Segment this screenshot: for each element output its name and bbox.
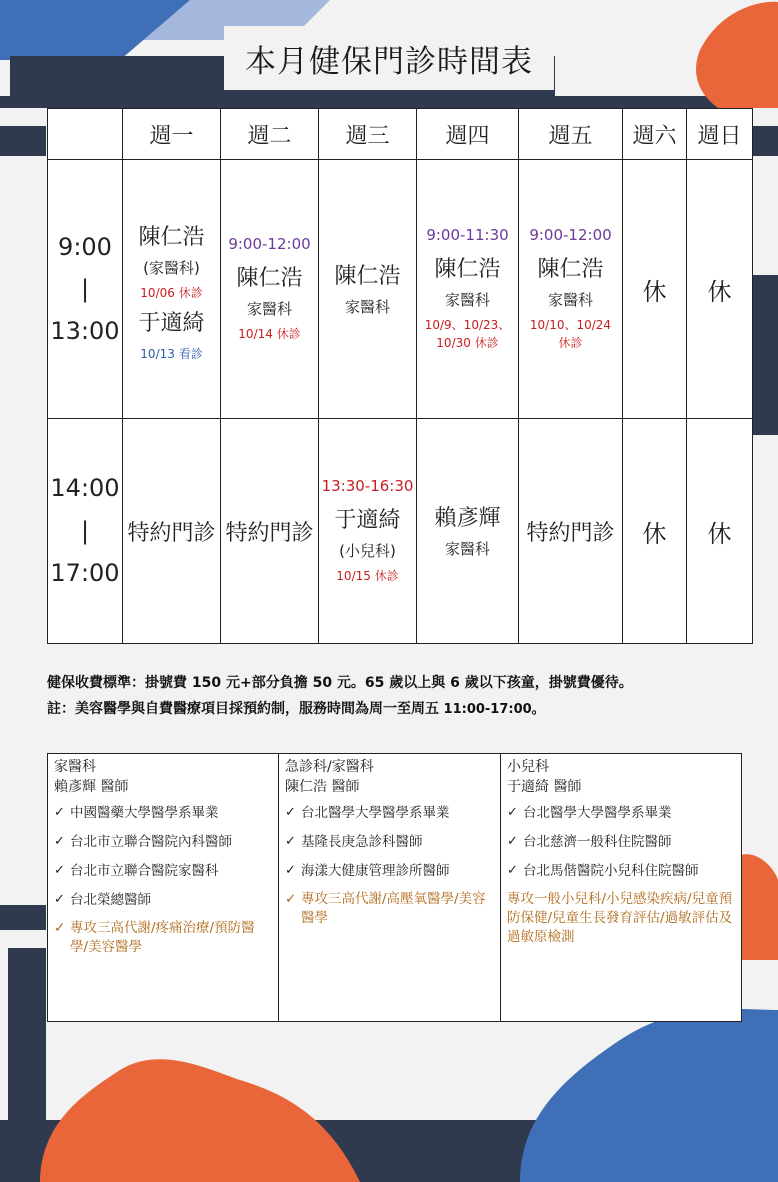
- hours-label: 13:30-16:30: [321, 477, 414, 496]
- check-icon: ✓: [54, 920, 66, 936]
- doctor-profile-3: [501, 754, 742, 1022]
- afternoon-row: [48, 419, 753, 644]
- fee-note-line2: [47, 696, 767, 723]
- credential-item: ✓ 台北醫學大學醫學系畢業: [507, 805, 672, 821]
- fee-notes: [47, 670, 767, 723]
- profile-doctor-name: 于適綺 醫師: [507, 779, 582, 795]
- closure-note-line1: 10/10、10/24: [529, 318, 612, 333]
- check-icon: ✓: [285, 891, 297, 907]
- afternoon-time-end: 17:00: [50, 559, 120, 588]
- closure-note-line1: 10/9、10/23、: [424, 318, 511, 333]
- day-header-thu: 週四: [417, 109, 519, 160]
- check-icon: ✓: [507, 834, 518, 849]
- specialty-item: ✓ 專攻三高代謝/疼痛治療/預防醫學/美容醫學: [54, 920, 255, 955]
- fee-note-line2-text: 註：美容醫學與自費醫療項目採預約制，服務時間為周一至周五: [47, 701, 439, 717]
- afternoon-sun-cell: 休: [687, 419, 753, 644]
- profile-dept: 家醫科: [54, 759, 96, 775]
- doctor-name: 于適綺: [334, 508, 401, 534]
- credential-item: ✓ 台北醫學大學醫學系畢業: [285, 805, 450, 821]
- credential-item: ✓ 海漾大健康管理診所醫師: [285, 863, 450, 879]
- dept-label: 家醫科: [246, 300, 292, 319]
- check-icon: ✓: [507, 863, 518, 878]
- check-icon: ✓: [285, 863, 296, 878]
- day-header-mon: 週一: [123, 109, 221, 160]
- doctor-name: 賴彥輝: [434, 506, 501, 532]
- credential-item: ✓ 台北市立聯合醫院家醫科: [54, 863, 219, 879]
- afternoon-sat-cell: 休: [623, 419, 687, 644]
- dept-label: 家醫科: [444, 291, 490, 310]
- day-header-wed: 週三: [319, 109, 417, 160]
- afternoon-mon-cell: 特約門診: [123, 419, 221, 644]
- fee-note-line1: 健保收費標準：掛號費 150 元+部分負擔 50 元。65 歲以上與 6 歲以下孩童，掛號費優待。: [47, 675, 633, 691]
- afternoon-time-start: 14:00: [50, 474, 120, 503]
- dept-label: (小兒科): [339, 542, 396, 561]
- day-header-fri: 週五: [519, 109, 623, 160]
- check-icon: ✓: [507, 805, 518, 820]
- morning-wed-cell: [319, 160, 417, 419]
- day-header-sat: 週六: [623, 109, 687, 160]
- doctor-profile-2: [279, 754, 501, 1022]
- check-icon: ✓: [54, 805, 65, 820]
- doctor-profile-1: [48, 754, 279, 1022]
- doctor-name: 陳仁浩: [434, 257, 501, 283]
- specialty-item: ✓ 專攻三高代謝/高壓氧醫學/美容醫學: [285, 891, 486, 926]
- credential-item: ✓ 基隆長庚急診科醫師: [285, 834, 423, 850]
- doctor-name: 陳仁浩: [334, 264, 401, 290]
- profile-doctor-name: 陳仁浩 醫師: [285, 779, 360, 795]
- closure-note: 10/06 休診: [140, 286, 203, 301]
- afternoon-wed-cell: [319, 419, 417, 644]
- doctor-profiles-table: [47, 753, 742, 1022]
- dept-label: (家醫科): [143, 259, 200, 278]
- credential-item: ✓ 台北市立聯合醫院內科醫師: [54, 834, 232, 850]
- doctor-name: 于適綺: [138, 311, 205, 337]
- morning-row: [48, 160, 753, 419]
- doctor-name: 陳仁浩: [236, 266, 303, 292]
- morning-mon-cell: [123, 160, 221, 419]
- header-row: [48, 109, 753, 160]
- profile-doctor-name: 賴彥輝 醫師: [54, 779, 129, 795]
- check-icon: ✓: [285, 805, 296, 820]
- hours-label: 9:00-12:00: [228, 235, 311, 254]
- dept-label: 家醫科: [444, 540, 490, 559]
- check-icon: ✓: [54, 892, 65, 907]
- doctor-name: 陳仁浩: [537, 257, 604, 283]
- credential-item: ✓ 台北馬偕醫院小兒科住院醫師: [507, 863, 699, 879]
- morning-sat-cell: 休: [623, 160, 687, 419]
- closure-note-line2: 10/30 休診: [436, 336, 499, 351]
- day-header-sun: 週日: [687, 109, 753, 160]
- check-icon: ✓: [54, 863, 65, 878]
- morning-fri-cell: [519, 160, 623, 419]
- morning-time-end: 13:00: [50, 317, 120, 346]
- specialty-item: 專攻一般小兒科/小兒感染疾病/兒童預防保健/兒童生長發育評估/過敏評估及過敏原檢測: [507, 891, 733, 945]
- page-title: 本月健保門診時間表: [224, 26, 554, 90]
- afternoon-time-cell: [48, 419, 123, 644]
- morning-thu-cell: [417, 160, 519, 419]
- hours-label: 9:00-12:00: [529, 226, 612, 245]
- check-icon: ✓: [54, 834, 65, 849]
- morning-time-sep: |: [80, 274, 90, 303]
- credential-item: ✓ 台北榮總醫師: [54, 892, 151, 908]
- afternoon-thu-cell: [417, 419, 519, 644]
- afternoon-fri-cell: 特約門診: [519, 419, 623, 644]
- corner-cell: [48, 109, 123, 160]
- credential-item: ✓ 中國醫藥大學醫學系畢業: [54, 805, 219, 821]
- afternoon-tue-cell: 特約門診: [221, 419, 319, 644]
- afternoon-time-sep: |: [80, 516, 90, 545]
- morning-time-start: 9:00: [58, 232, 112, 261]
- dept-label: 家醫科: [344, 298, 390, 317]
- visit-note: 10/13 看診: [140, 347, 203, 362]
- morning-sun-cell: 休: [687, 160, 753, 419]
- doctor-name: 陳仁浩: [138, 225, 205, 251]
- dept-label: 家醫科: [547, 291, 593, 310]
- closure-note-line2: 休診: [558, 336, 583, 351]
- morning-time-cell: [48, 160, 123, 419]
- profile-dept: 急診科/家醫科: [285, 759, 374, 775]
- hours-label: 9:00-11:30: [426, 226, 509, 245]
- credential-item: ✓ 台北慈濟一般科住院醫師: [507, 834, 672, 850]
- check-icon: ✓: [285, 834, 296, 849]
- morning-tue-cell: [221, 160, 319, 419]
- closure-note: 10/15 休診: [336, 569, 399, 584]
- closure-note: 10/14 休診: [238, 327, 301, 342]
- clinic-schedule-table: [47, 108, 753, 644]
- profile-dept: 小兒科: [507, 759, 549, 775]
- fee-note-line2-time: 11:00-17:00。: [439, 702, 545, 717]
- day-header-tue: 週二: [221, 109, 319, 160]
